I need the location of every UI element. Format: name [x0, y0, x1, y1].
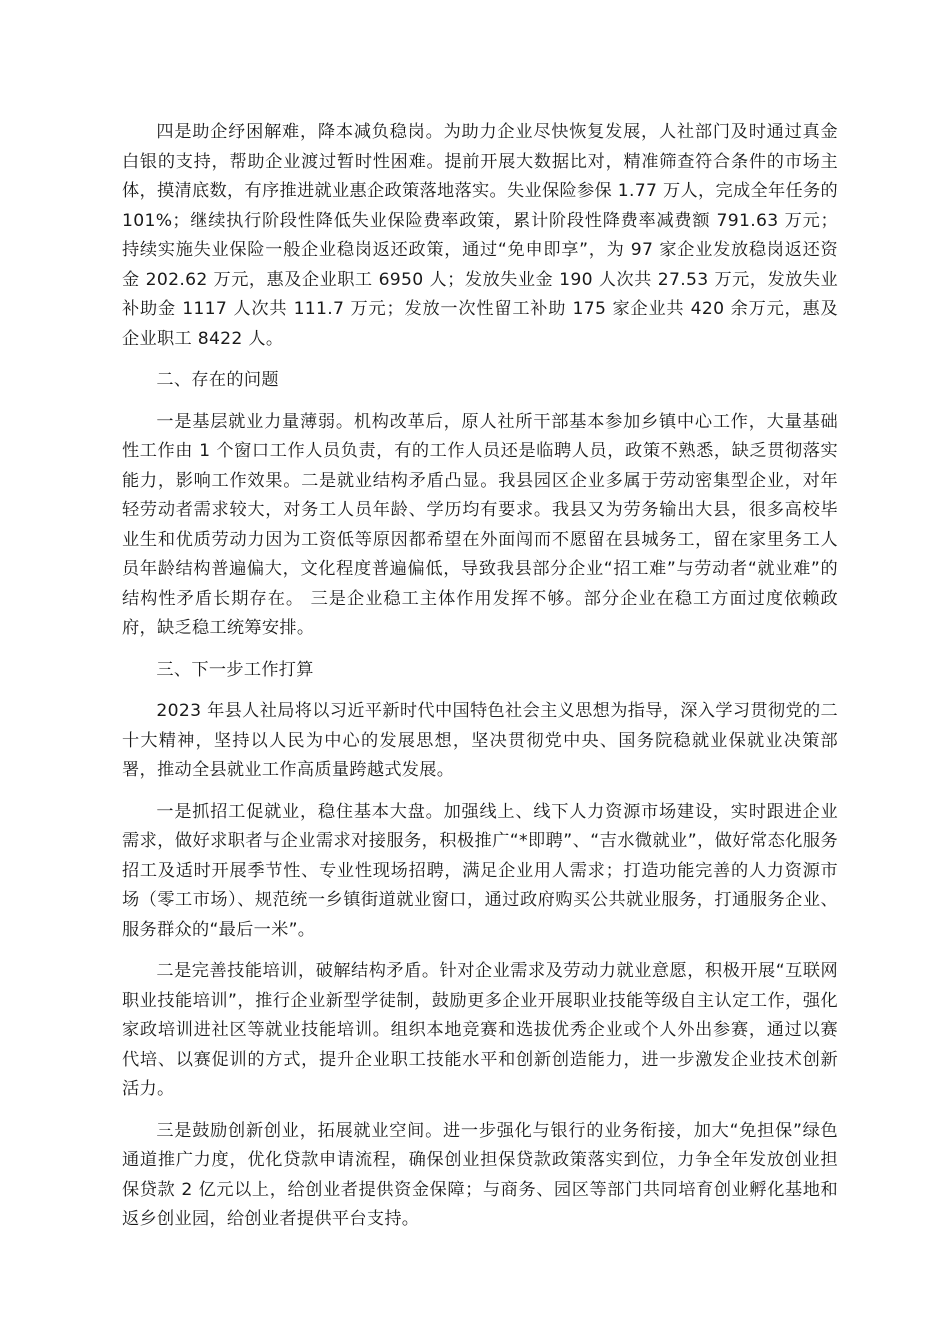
- paragraph-problems: 一是基层就业力量薄弱。机构改革后，原人社所干部基本参加乡镇中心工作，大量基础性工作由 1 个窗口工作人员负责，有的工作人员还是临聘人员，政策不熟悉，缺乏贯彻落实能力，影响工作效果。二是就业结构矛盾凸显。我县园区企业多属于劳动密集型企业，对年轻劳动者需求较大，对务工人员年龄、学历均有要求。我县又为劳务输出大县，很多高校毕业生和优质劳动力因为工资低等原因都希望在外面闯而不愿留在县城务工，留在家里务工人员年龄结构普遍偏大，文化程度普遍偏低，导致我县部分企业“招工难”与劳动者“就业难”的结构性矛盾长期存在。 三是企业稳工主体作用发挥不够。部分企业在稳工方面过度依赖政府，缺乏稳工统筹安排。: [122, 411, 838, 638]
- paragraph-relief-measures: 四是助企纾困解难，降本减负稳岗。为助力企业尽快恢复发展，人社部门及时通过真金白银的支持，帮助企业渡过暂时性困难。提前开展大数据比对，精准筛查符合条件的市场主体，摸清底数，有序推进就业惠企政策落地落实。失业保险参保 1.77 万人，完成全年任务的 101%；继续执行阶段性降低失业保险费率政策，累计阶段性降费率减费额 791.63 万元；持续实施失业保险一般企业稳岗返还政策，通过“免申即享”，为 97 家企业发放稳岗返还资金 202.62 万元，惠及企业职工 6950 人；发放失业金 190 人次共 27.53 万元，发放失业补助金 1117 人次共 111.7 万元；发放一次性留工补助 175 家企业共 420 余万元，惠及企业职工 8422 人。: [122, 122, 838, 349]
- section-heading-next-steps: 三、下一步工作打算: [156, 659, 314, 680]
- document-page: [122, 118, 838, 1247]
- paragraph-recruitment: 一是抓招工促就业，稳住基本大盘。加强线上、线下人力资源市场建设，实时跟进企业需求，做好求职者与企业需求对接服务，积极推广“*即聘”、“吉水微就业”，做好常态化服务招工及适时开展季节性、专业性现场招聘，满足企业用人需求；打造功能完善的人力资源市场（零工市场）、规范统一乡镇街道就业窗口，通过政府购买公共就业服务，打通服务企业、服务群众的“最后一米”。: [122, 801, 838, 940]
- section-heading-problems: 二、存在的问题: [156, 370, 279, 390]
- paragraph-entrepreneurship: 三是鼓励创新创业，拓展就业空间。进一步强化与银行的业务衔接，加大“免担保”绿色通道推广力度，优化贷款申请流程，确保创业担保贷款政策落实到位，力争全年发放创业担保贷款 2 亿元以上，给创业者提供资金保障；与商务、园区等部门共同培育创业孵化基地和返乡创业园，给创业者提供平台支持。: [122, 1120, 838, 1229]
- paragraph-skills-training: 二是完善技能培训，破解结构矛盾。针对企业需求及劳动力就业意愿，积极开展“互联网 职业技能培训”，推行企业新型学徒制，鼓励更多企业开展职业技能等级自主认定工作，强化家政培训进社区等就业技能培训。组织本地竞赛和选拔优秀企业或个人外出参赛，通过以赛代培、以赛促训的方式，提升企业职工技能水平和创新创造能力，进一步激发企业技术创新活力。: [122, 961, 838, 1099]
- paragraph-2023-plan: 2023 年县人社局将以习近平新时代中国特色社会主义思想为指导，深入学习贯彻党的二十大精神，坚持以人民为中心的发展思想，坚决贯彻党中央、国务院稳就业保就业决策部署，推动全县就业工作高质量跨越式发展。: [122, 701, 838, 780]
